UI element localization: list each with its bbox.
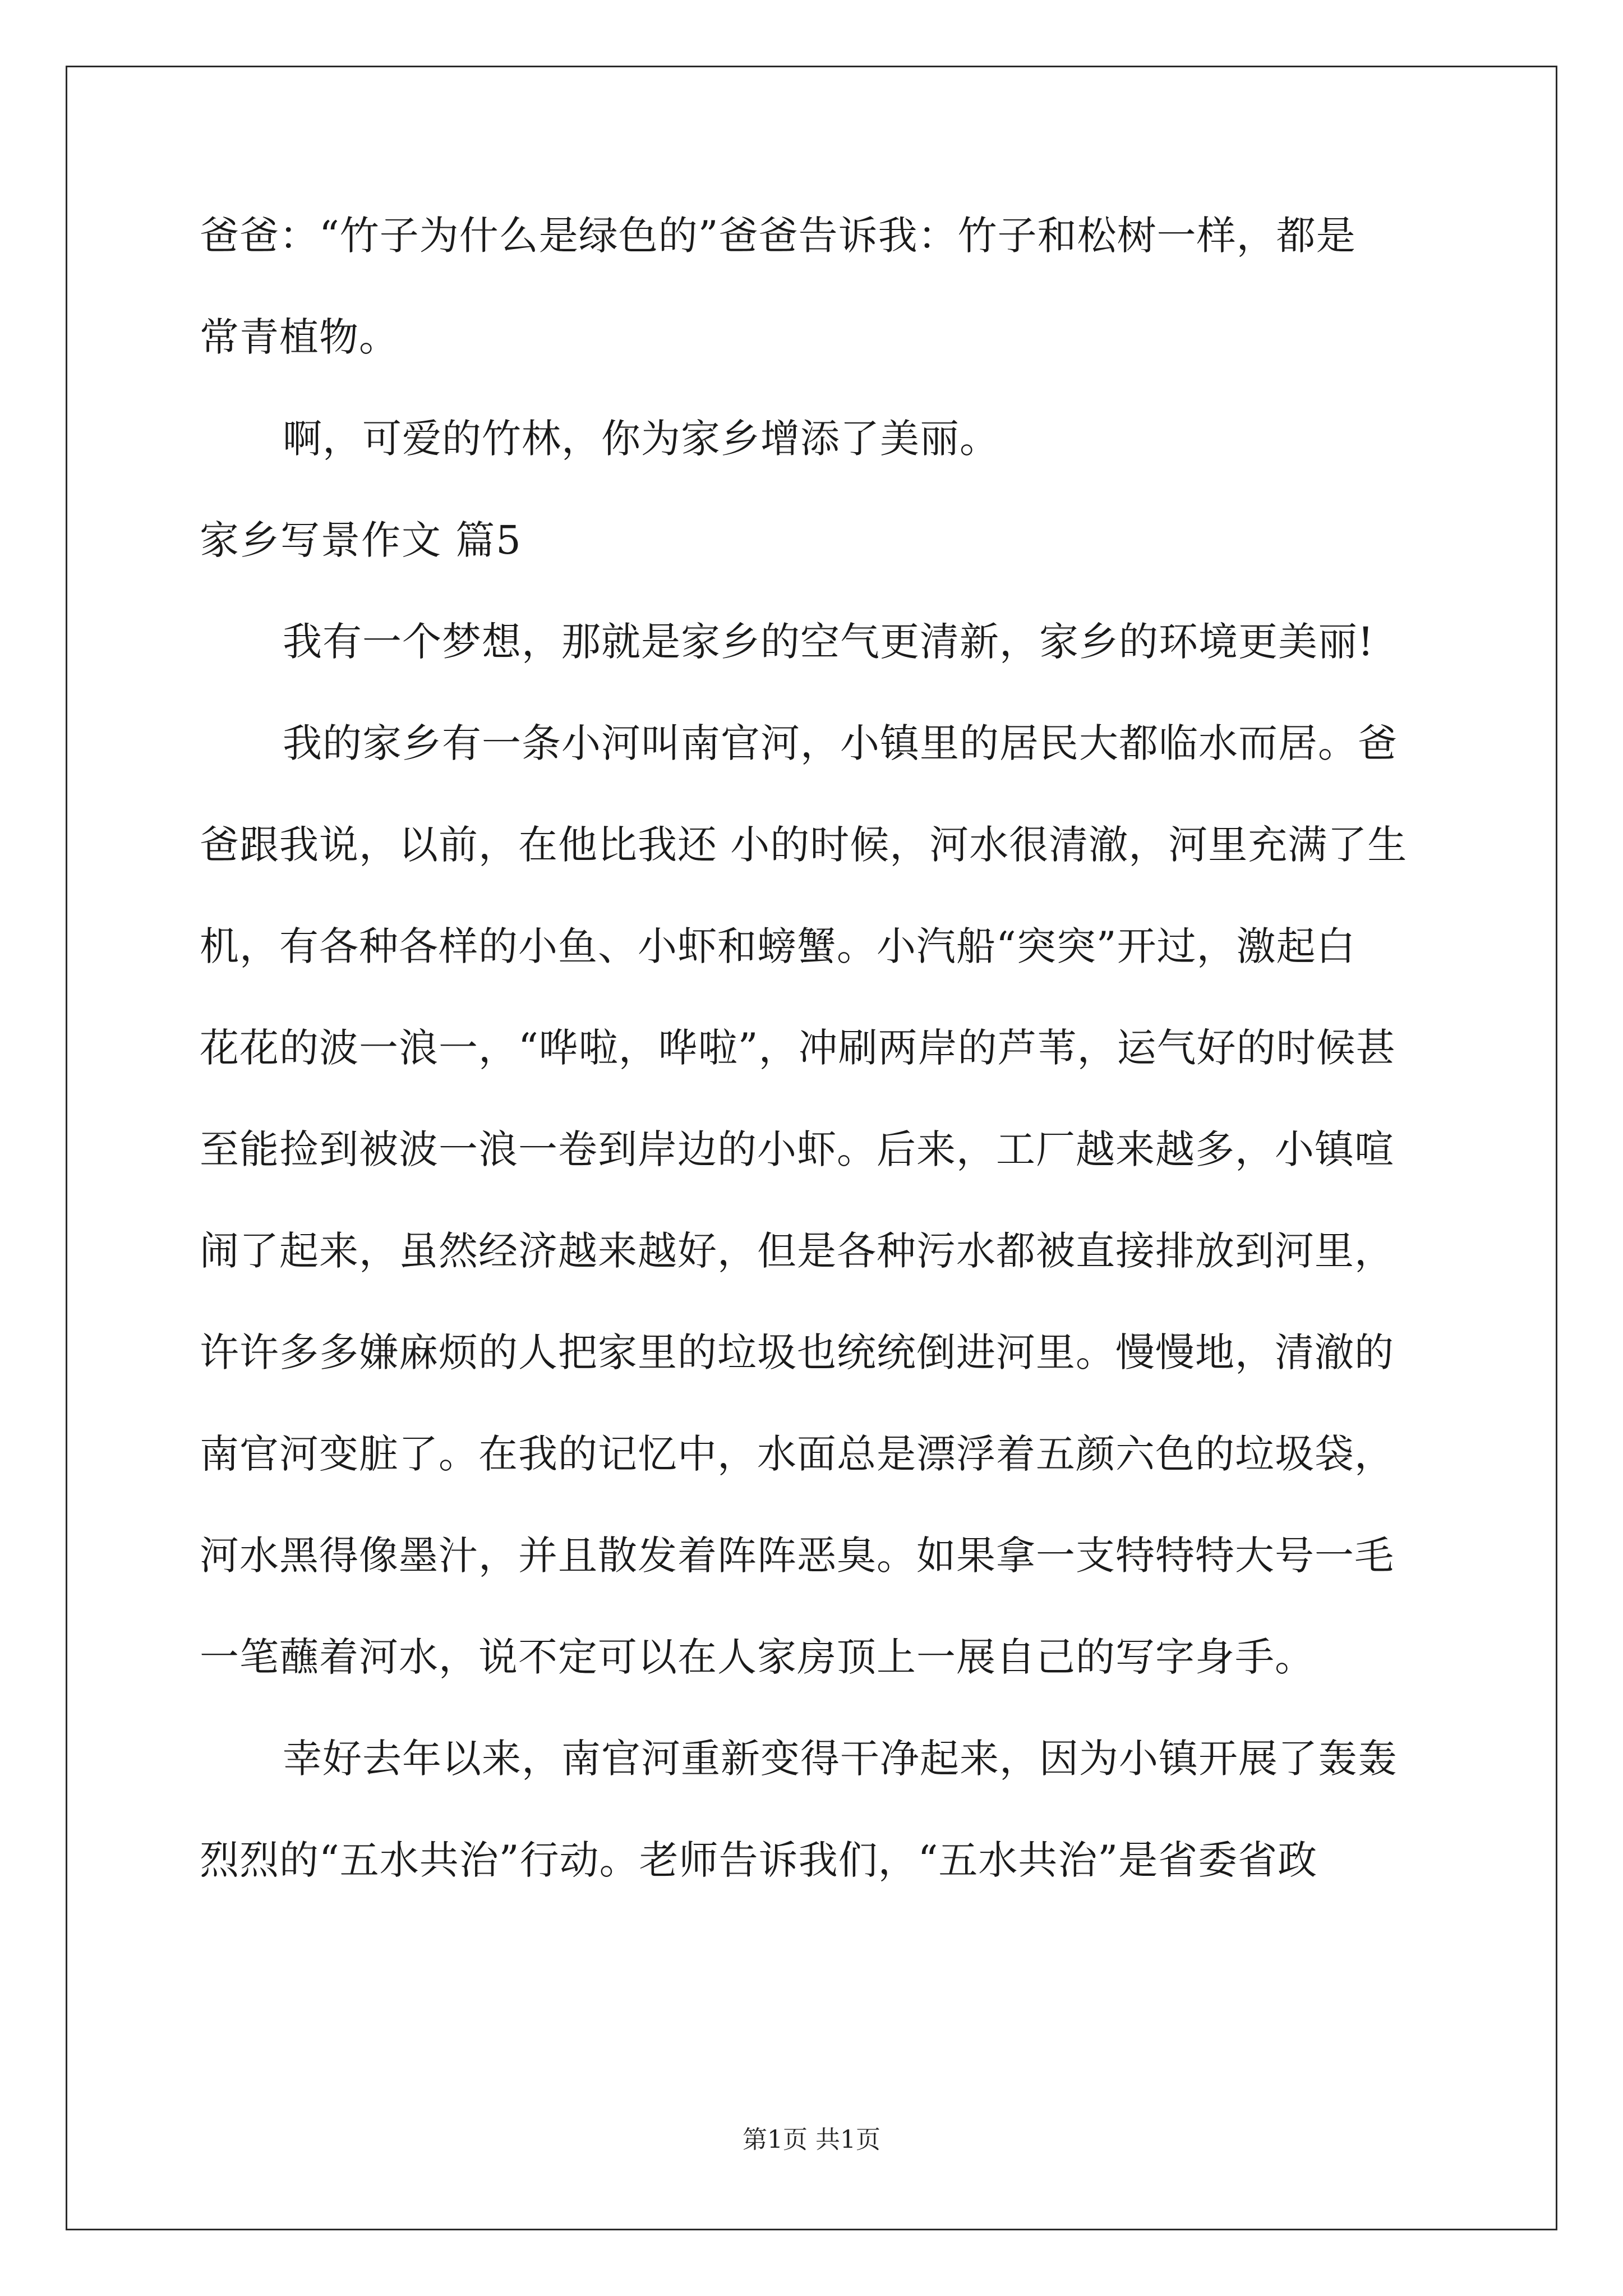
text-line: 幸好去年以来，南官河重新变得干净起来，因为小镇开展了轰轰 <box>283 1736 1398 1782</box>
text-line: 花花的波一浪一，“哗啦，哗啦”，冲刷两岸的芦苇，运气好的时候甚 <box>200 1025 1396 1071</box>
section-heading: 家乡写景作文 篇5 <box>200 517 522 563</box>
text-line: 啊，可爱的竹林，你为家乡增添了美丽。 <box>283 416 999 462</box>
text-line: 南官河变脏了。在我的记忆中，水面总是漂浮着五颜六色的垃圾袋， <box>200 1431 1394 1477</box>
text-line: 爸跟我说，以前，在他比我还 小的时候，河水很清澈，河里充满了生 <box>200 822 1408 868</box>
text-line: 闹了起来，虽然经济越来越好，但是各种污水都被直接排放到河里， <box>200 1228 1394 1274</box>
document-body <box>200 213 1433 1939</box>
text-line: 许许多多嫌麻烦的人把家里的垃圾也统统倒进河里。慢慢地，清澈的 <box>200 1329 1394 1375</box>
text-line: 爸爸：“竹子为什么是绿色的”爸爸告诉我：竹子和松树一样，都是 <box>200 213 1356 259</box>
page-footer: 第1页 共1页 <box>743 2125 880 2154</box>
text-line: 一笔蘸着河水，说不定可以在人家房顶上一展自己的写字身手。 <box>200 1634 1315 1680</box>
text-line: 我有一个梦想，那就是家乡的空气更清新，家乡的环境更美丽! <box>283 619 1375 665</box>
text-line: 烈烈的“五水共治”行动。老师告诉我们，“五水共治”是省委省政 <box>200 1837 1318 1883</box>
text-line: 机，有各种各样的小鱼、小虾和螃蟹。小汽船“突突”开过，激起白 <box>200 923 1356 969</box>
text-line: 我的家乡有一条小河叫南官河，小镇里的居民大都临水而居。爸 <box>283 720 1398 766</box>
text-line: 至能捡到被波一浪一卷到岸边的小虾。后来，工厂越来越多，小镇喧 <box>200 1126 1394 1172</box>
text-line: 河水黑得像墨汁，并且散发着阵阵恶臭。如果拿一支特特特大号一毛 <box>200 1533 1394 1579</box>
text-line: 常青植物。 <box>200 314 399 360</box>
